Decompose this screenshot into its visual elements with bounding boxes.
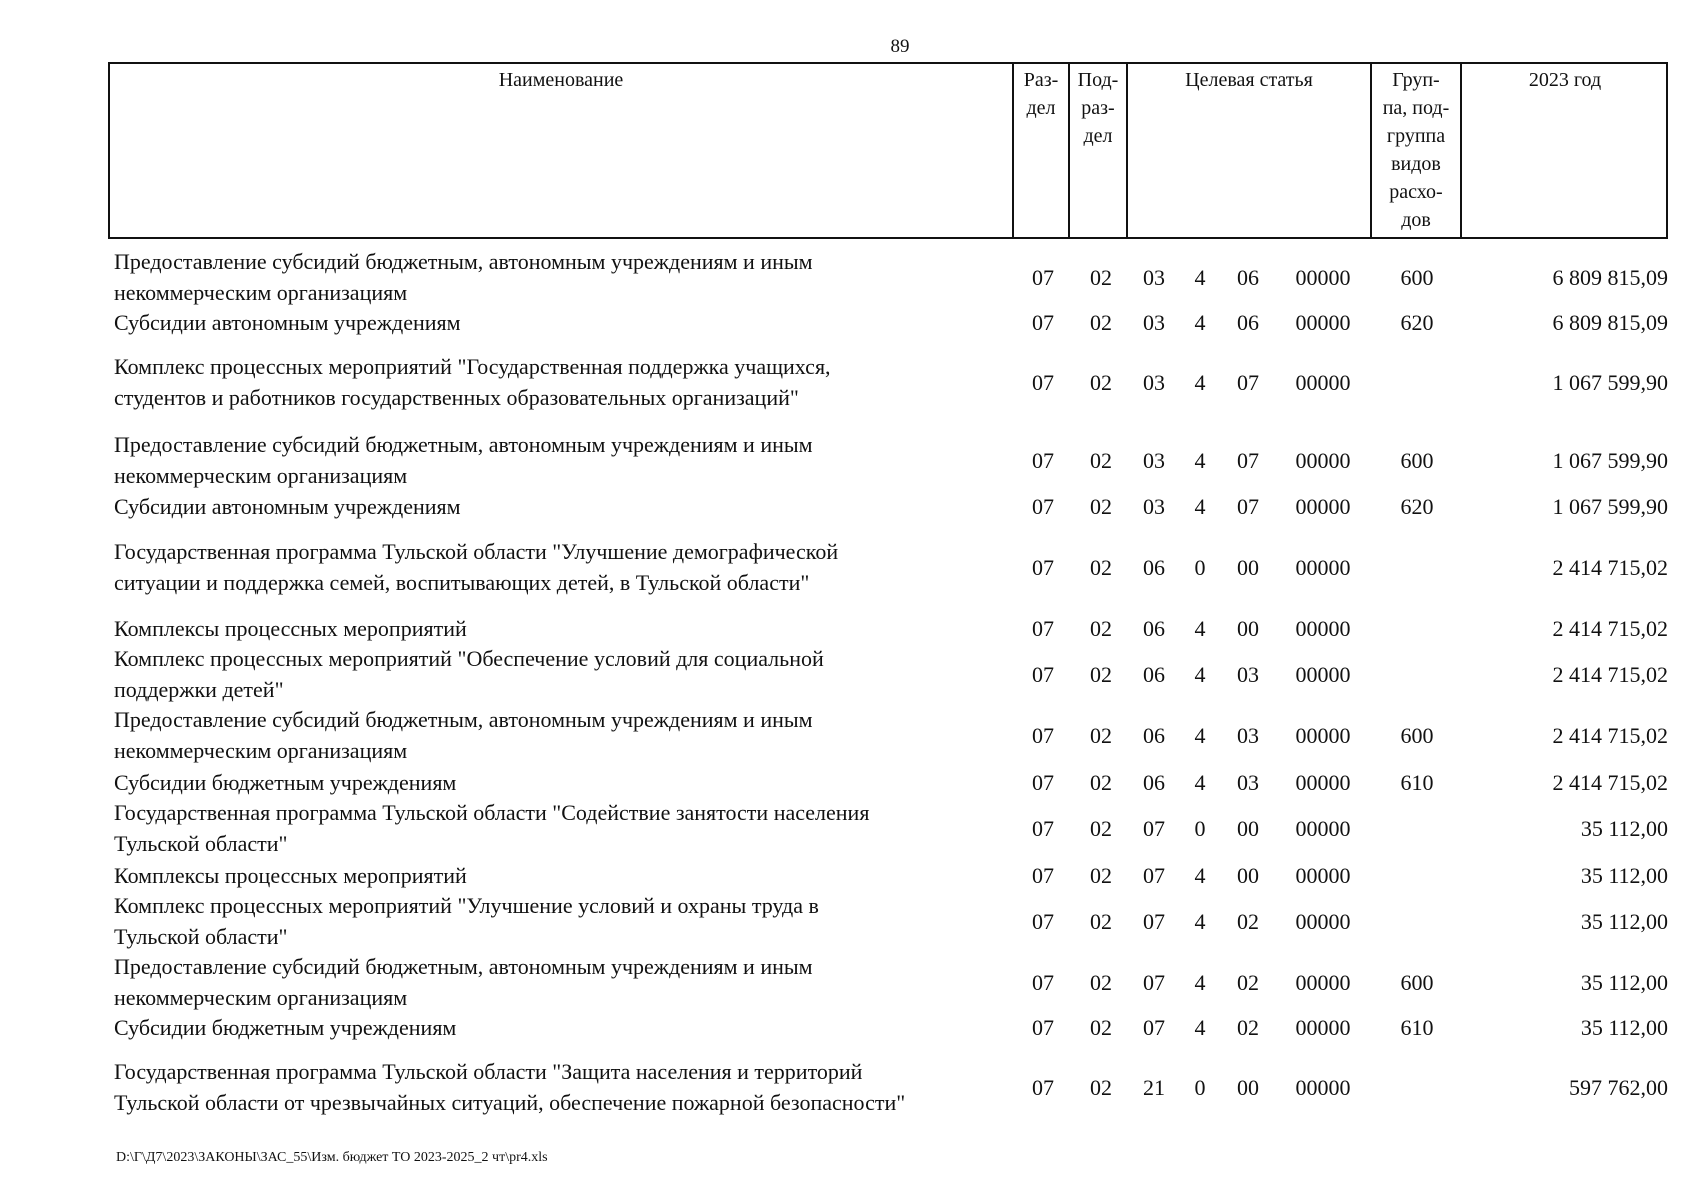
row-razdel: 07: [1032, 909, 1054, 934]
row-cs-type: 0: [1194, 1075, 1206, 1100]
row-name-line: некоммерческим организациям: [114, 463, 408, 488]
row-name-line: Государственная программа Тульской области "Защита населения и территорий: [114, 1059, 863, 1084]
row-name: [114, 1056, 1014, 1118]
file-path-footer: D:\Г\Д7\2023\ЗАКОНЫ\ЗАС_55\Изм. бюджет ТО 2023-2025_2 чт\pr4.xls: [116, 1150, 548, 1165]
row-amount: 597 762,00: [1569, 1075, 1668, 1100]
row-group: 610: [1400, 1015, 1434, 1040]
row-cs-subprogram: 07: [1237, 494, 1259, 519]
row-amount: 35 112,00: [1580, 863, 1668, 888]
header-gruppa-line: группа: [1386, 125, 1446, 147]
row-name: [114, 951, 1014, 1013]
row-podrazdel: 02: [1090, 448, 1112, 473]
row-name: [114, 860, 1014, 891]
row-cs-subprogram: 07: [1237, 370, 1259, 395]
row-name-line: Предоставление субсидий бюджетным, автономным учреждениям и иным: [114, 432, 813, 457]
row-amount: 2 414 715,02: [1552, 662, 1668, 687]
row-cs-type: 4: [1194, 265, 1206, 290]
row-name: [114, 890, 1014, 952]
row-cs-subprogram: 03: [1237, 723, 1259, 748]
row-cs-type: 4: [1194, 494, 1206, 519]
row-name: [114, 797, 1014, 859]
row-cs-program: 06: [1143, 770, 1165, 795]
row-amount: 1 067 599,90: [1552, 370, 1668, 395]
row-name-line: Тульской области от чрезвычайных ситуаций, обеспечение пожарной безопасности": [114, 1090, 906, 1115]
row-name: [114, 704, 1014, 766]
row-cs-subprogram: 02: [1237, 970, 1259, 995]
row-amount: 1 067 599,90: [1552, 448, 1668, 473]
header-celevaya-label: Целевая статья: [1185, 69, 1313, 91]
row-cs-type: 4: [1194, 909, 1206, 934]
row-cs-subprogram: 02: [1237, 909, 1259, 934]
row-name-line: Комплекс процессных мероприятий "Обеспечение условий для социальной: [114, 646, 824, 671]
row-cs-direction: 00000: [1295, 970, 1351, 995]
row-razdel: 07: [1032, 370, 1054, 395]
row-group: 620: [1400, 310, 1434, 335]
row-cs-program: 07: [1143, 909, 1165, 934]
row-amount: 35 112,00: [1580, 1015, 1668, 1040]
row-podrazdel: 02: [1090, 616, 1112, 641]
row-razdel: 07: [1032, 816, 1054, 841]
row-name-line: Комплекс процессных мероприятий "Государственная поддержка учащихся,: [114, 354, 831, 379]
row-cs-type: 0: [1194, 816, 1206, 841]
row-group: 600: [1400, 265, 1434, 290]
header-gruppa-line: дов: [1401, 209, 1431, 231]
row-podrazdel: 02: [1090, 863, 1112, 888]
row-podrazdel: 02: [1090, 1015, 1112, 1040]
row-name-line: Комплексы процессных мероприятий: [114, 863, 467, 888]
row-name: [114, 536, 1014, 598]
row-razdel: 07: [1032, 662, 1054, 687]
row-podrazdel: 02: [1090, 555, 1112, 580]
row-cs-direction: 00000: [1295, 370, 1351, 395]
row-group: 600: [1400, 723, 1434, 748]
header-podrazdel-line: дел: [1083, 125, 1113, 147]
row-razdel: 07: [1032, 863, 1054, 888]
row-razdel: 07: [1032, 616, 1054, 641]
row-amount: 2 414 715,02: [1552, 555, 1668, 580]
row-cs-program: 21: [1143, 1075, 1165, 1100]
row-podrazdel: 02: [1090, 265, 1112, 290]
row-name: [114, 643, 1014, 705]
row-amount: 2 414 715,02: [1552, 616, 1668, 641]
row-cs-program: 03: [1143, 265, 1165, 290]
row-cs-type: 4: [1194, 970, 1206, 995]
row-amount: 1 067 599,90: [1552, 494, 1668, 519]
row-name-line: ситуации и поддержка семей, воспитывающих детей, в Тульской области": [114, 570, 810, 595]
row-razdel: 07: [1032, 723, 1054, 748]
row-group: 620: [1400, 494, 1434, 519]
row-razdel: 07: [1032, 310, 1054, 335]
row-cs-program: 07: [1143, 863, 1165, 888]
row-name-line: Предоставление субсидий бюджетным, автономным учреждениям и иным: [114, 707, 813, 732]
row-name: [114, 767, 1014, 798]
row-cs-type: 4: [1194, 770, 1206, 795]
row-razdel: 07: [1032, 1015, 1054, 1040]
header-gruppa-line: видов: [1391, 153, 1441, 175]
row-razdel: 07: [1032, 555, 1054, 580]
row-cs-program: 06: [1143, 723, 1165, 748]
row-name: [114, 307, 1014, 338]
row-name-line: Предоставление субсидий бюджетным, автономным учреждениям и иным: [114, 249, 813, 274]
row-name: [114, 1012, 1014, 1043]
row-podrazdel: 02: [1090, 1075, 1112, 1100]
row-cs-direction: 00000: [1295, 816, 1351, 841]
row-podrazdel: 02: [1090, 970, 1112, 995]
header-razdel-line: дел: [1026, 97, 1056, 119]
row-cs-direction: 00000: [1295, 662, 1351, 687]
row-name-line: Предоставление субсидий бюджетным, автономным учреждениям и иным: [114, 954, 813, 979]
row-name-line: Комплекс процессных мероприятий "Улучшение условий и охраны труда в: [114, 893, 819, 918]
row-cs-program: 06: [1143, 616, 1165, 641]
row-name-line: Государственная программа Тульской области "Содействие занятости населения: [114, 800, 870, 825]
row-cs-direction: 00000: [1295, 448, 1351, 473]
row-group: 610: [1400, 770, 1434, 795]
row-cs-program: 07: [1143, 970, 1165, 995]
row-cs-direction: 00000: [1295, 555, 1351, 580]
row-cs-direction: 00000: [1295, 770, 1351, 795]
row-cs-direction: 00000: [1295, 310, 1351, 335]
header-name-label: Наименование: [498, 69, 624, 91]
row-podrazdel: 02: [1090, 370, 1112, 395]
row-name: [114, 246, 1014, 308]
row-razdel: 07: [1032, 265, 1054, 290]
row-cs-subprogram: 00: [1237, 816, 1259, 841]
row-cs-type: 4: [1194, 616, 1206, 641]
row-name-line: Субсидии автономным учреждениям: [114, 494, 461, 519]
header-gruppa-line: Груп-: [1392, 69, 1440, 91]
row-amount: 35 112,00: [1580, 909, 1668, 934]
row-name-line: некоммерческим организациям: [114, 280, 408, 305]
row-cs-direction: 00000: [1295, 494, 1351, 519]
row-cs-subprogram: 03: [1237, 770, 1259, 795]
row-podrazdel: 02: [1090, 662, 1112, 687]
row-razdel: 07: [1032, 494, 1054, 519]
row-name-line: Тульской области": [114, 924, 288, 949]
row-podrazdel: 02: [1090, 816, 1112, 841]
row-name-line: некоммерческим организациям: [114, 985, 408, 1010]
row-cs-program: 03: [1143, 370, 1165, 395]
row-name: [114, 429, 1014, 491]
row-cs-direction: 00000: [1295, 909, 1351, 934]
row-podrazdel: 02: [1090, 770, 1112, 795]
row-group: 600: [1400, 448, 1434, 473]
row-cs-type: 4: [1194, 662, 1206, 687]
row-cs-program: 07: [1143, 1015, 1165, 1040]
row-name-line: студентов и работников государственных образовательных организаций": [114, 385, 799, 410]
row-razdel: 07: [1032, 970, 1054, 995]
row-name-line: Комплексы процессных мероприятий: [114, 616, 467, 641]
row-razdel: 07: [1032, 448, 1054, 473]
row-cs-type: 4: [1194, 370, 1206, 395]
row-cs-direction: 00000: [1295, 1015, 1351, 1040]
row-cs-program: 06: [1143, 555, 1165, 580]
row-cs-subprogram: 00: [1237, 616, 1259, 641]
header-razdel-line: Раз-: [1023, 69, 1059, 91]
row-cs-direction: 00000: [1295, 265, 1351, 290]
row-cs-type: 4: [1194, 723, 1206, 748]
row-cs-direction: 00000: [1295, 863, 1351, 888]
row-name-line: Субсидии автономным учреждениям: [114, 310, 461, 335]
row-name: [114, 351, 1014, 413]
row-name: [114, 491, 1014, 522]
row-name-line: поддержки детей": [114, 677, 284, 702]
row-cs-subprogram: 03: [1237, 662, 1259, 687]
page-number: 89: [890, 36, 910, 57]
row-razdel: 07: [1032, 1075, 1054, 1100]
row-cs-subprogram: 00: [1237, 863, 1259, 888]
row-name-line: Субсидии бюджетным учреждениям: [114, 770, 457, 795]
row-cs-program: 03: [1143, 310, 1165, 335]
row-cs-program: 03: [1143, 494, 1165, 519]
row-name-line: Государственная программа Тульской области "Улучшение демографической: [114, 539, 839, 564]
row-cs-type: 4: [1194, 863, 1206, 888]
row-name: [114, 613, 1014, 644]
header-podrazdel-line: раз-: [1081, 97, 1115, 119]
row-cs-type: 4: [1194, 310, 1206, 335]
row-cs-type: 4: [1194, 1015, 1206, 1040]
row-podrazdel: 02: [1090, 723, 1112, 748]
row-cs-subprogram: 00: [1237, 555, 1259, 580]
row-cs-direction: 00000: [1295, 1075, 1351, 1100]
row-cs-direction: 00000: [1295, 616, 1351, 641]
row-name-line: некоммерческим организациям: [114, 738, 408, 763]
row-cs-program: 07: [1143, 816, 1165, 841]
row-name-line: Субсидии бюджетным учреждениям: [114, 1015, 457, 1040]
row-group: 600: [1400, 970, 1434, 995]
row-cs-direction: 00000: [1295, 723, 1351, 748]
row-amount: 6 809 815,09: [1552, 310, 1668, 335]
row-podrazdel: 02: [1090, 909, 1112, 934]
row-amount: 35 112,00: [1580, 816, 1668, 841]
header-podrazdel-line: Под-: [1077, 69, 1119, 91]
row-cs-program: 06: [1143, 662, 1165, 687]
row-cs-subprogram: 06: [1237, 265, 1259, 290]
header-gruppa-line: расхо-: [1389, 181, 1443, 203]
row-cs-type: 0: [1194, 555, 1206, 580]
header-year-label: 2023 год: [1528, 69, 1602, 91]
row-podrazdel: 02: [1090, 494, 1112, 519]
row-cs-subprogram: 00: [1237, 1075, 1259, 1100]
row-cs-subprogram: 06: [1237, 310, 1259, 335]
header-gruppa-line: па, под-: [1382, 97, 1450, 119]
row-amount: 6 809 815,09: [1552, 265, 1668, 290]
row-cs-type: 4: [1194, 448, 1206, 473]
row-amount: 2 414 715,02: [1552, 723, 1668, 748]
row-podrazdel: 02: [1090, 310, 1112, 335]
row-cs-subprogram: 07: [1237, 448, 1259, 473]
row-amount: 2 414 715,02: [1552, 770, 1668, 795]
row-cs-subprogram: 02: [1237, 1015, 1259, 1040]
row-razdel: 07: [1032, 770, 1054, 795]
row-cs-program: 03: [1143, 448, 1165, 473]
row-amount: 35 112,00: [1580, 970, 1668, 995]
row-name-line: Тульской области": [114, 831, 288, 856]
